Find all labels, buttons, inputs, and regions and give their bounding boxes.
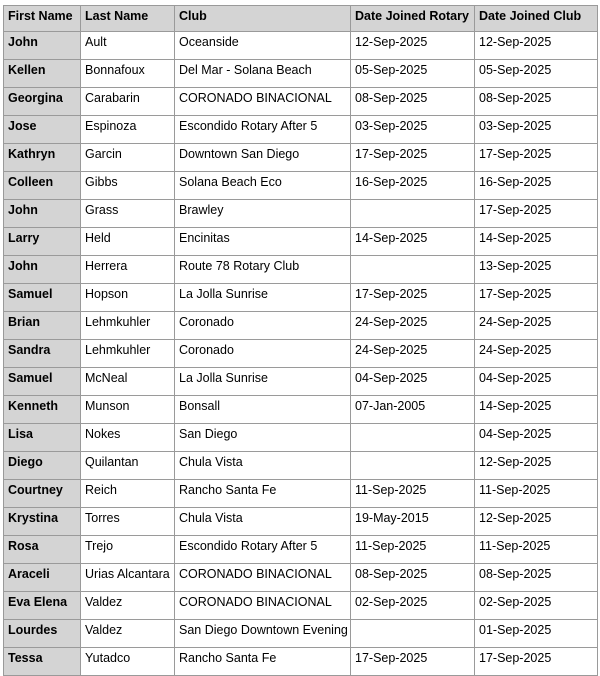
- last-name-cell: Torres: [81, 508, 175, 536]
- last-name-cell: Lehmkuhler: [81, 312, 175, 340]
- date-joined-rotary-cell: 04-Sep-2025: [351, 368, 475, 396]
- first-name-cell: Larry: [4, 228, 81, 256]
- last-name-cell: Gibbs: [81, 172, 175, 200]
- club-cell: CORONADO BINACIONAL: [175, 564, 351, 592]
- first-name-cell: Courtney: [4, 480, 81, 508]
- date-joined-rotary-cell: 05-Sep-2025: [351, 60, 475, 88]
- date-joined-rotary-cell: 17-Sep-2025: [351, 144, 475, 172]
- date-joined-rotary-cell: [351, 200, 475, 228]
- date-joined-club-cell: 08-Sep-2025: [475, 564, 598, 592]
- date-joined-club-cell: 02-Sep-2025: [475, 592, 598, 620]
- table-row: [4, 88, 598, 116]
- last-name-cell: Espinoza: [81, 116, 175, 144]
- date-joined-rotary-cell: 24-Sep-2025: [351, 340, 475, 368]
- date-joined-club-cell: 12-Sep-2025: [475, 452, 598, 480]
- first-name-cell: Kathryn: [4, 144, 81, 172]
- date-joined-club-cell: 13-Sep-2025: [475, 256, 598, 284]
- table-row: [4, 116, 598, 144]
- table-row: [4, 508, 598, 536]
- club-cell: Chula Vista: [175, 508, 351, 536]
- col-header-club: Club: [175, 6, 351, 32]
- table-row: [4, 340, 598, 368]
- club-cell: CORONADO BINACIONAL: [175, 592, 351, 620]
- first-name-cell: Georgina: [4, 88, 81, 116]
- date-joined-rotary-cell: 17-Sep-2025: [351, 284, 475, 312]
- last-name-cell: Reich: [81, 480, 175, 508]
- table-row: [4, 60, 598, 88]
- club-cell: San Diego Downtown Evening: [175, 620, 351, 648]
- table-row: [4, 368, 598, 396]
- club-cell: San Diego: [175, 424, 351, 452]
- date-joined-club-cell: 03-Sep-2025: [475, 116, 598, 144]
- date-joined-rotary-cell: 11-Sep-2025: [351, 480, 475, 508]
- date-joined-rotary-cell: 08-Sep-2025: [351, 88, 475, 116]
- table-row: [4, 256, 598, 284]
- date-joined-club-cell: 12-Sep-2025: [475, 32, 598, 60]
- date-joined-club-cell: 11-Sep-2025: [475, 480, 598, 508]
- club-cell: Escondido Rotary After 5: [175, 116, 351, 144]
- date-joined-club-cell: 12-Sep-2025: [475, 508, 598, 536]
- date-joined-club-cell: 16-Sep-2025: [475, 172, 598, 200]
- club-cell: Coronado: [175, 340, 351, 368]
- last-name-cell: Yutadco: [81, 648, 175, 676]
- date-joined-rotary-cell: 02-Sep-2025: [351, 592, 475, 620]
- date-joined-club-cell: 17-Sep-2025: [475, 144, 598, 172]
- table-row: [4, 648, 598, 676]
- date-joined-club-cell: 24-Sep-2025: [475, 312, 598, 340]
- first-name-cell: Lisa: [4, 424, 81, 452]
- table-row: [4, 312, 598, 340]
- last-name-cell: Herrera: [81, 256, 175, 284]
- club-cell: Encinitas: [175, 228, 351, 256]
- club-cell: Route 78 Rotary Club: [175, 256, 351, 284]
- date-joined-rotary-cell: 12-Sep-2025: [351, 32, 475, 60]
- date-joined-club-cell: 05-Sep-2025: [475, 60, 598, 88]
- first-name-cell: Eva Elena: [4, 592, 81, 620]
- table-row: [4, 564, 598, 592]
- club-cell: Chula Vista: [175, 452, 351, 480]
- col-header-date-joined-rotary: Date Joined Rotary: [351, 6, 475, 32]
- table-row: [4, 396, 598, 424]
- date-joined-rotary-cell: 11-Sep-2025: [351, 536, 475, 564]
- club-cell: Oceanside: [175, 32, 351, 60]
- date-joined-club-cell: 24-Sep-2025: [475, 340, 598, 368]
- first-name-cell: Kellen: [4, 60, 81, 88]
- col-header-first-name: First Name: [4, 6, 81, 32]
- club-cell: Escondido Rotary After 5: [175, 536, 351, 564]
- first-name-cell: Lourdes: [4, 620, 81, 648]
- table-row: [4, 424, 598, 452]
- members-table: [3, 5, 598, 676]
- club-cell: Bonsall: [175, 396, 351, 424]
- date-joined-club-cell: 17-Sep-2025: [475, 284, 598, 312]
- club-cell: La Jolla Sunrise: [175, 368, 351, 396]
- first-name-cell: John: [4, 256, 81, 284]
- last-name-cell: Ault: [81, 32, 175, 60]
- last-name-cell: Urias Alcantara: [81, 564, 175, 592]
- first-name-cell: Colleen: [4, 172, 81, 200]
- table-row: [4, 172, 598, 200]
- table-row: [4, 32, 598, 60]
- club-cell: Rancho Santa Fe: [175, 648, 351, 676]
- col-header-last-name: Last Name: [81, 6, 175, 32]
- club-cell: Rancho Santa Fe: [175, 480, 351, 508]
- date-joined-club-cell: 08-Sep-2025: [475, 88, 598, 116]
- last-name-cell: Hopson: [81, 284, 175, 312]
- table-row: [4, 452, 598, 480]
- table-row: [4, 228, 598, 256]
- first-name-cell: John: [4, 32, 81, 60]
- date-joined-club-cell: 17-Sep-2025: [475, 200, 598, 228]
- date-joined-club-cell: 01-Sep-2025: [475, 620, 598, 648]
- date-joined-rotary-cell: 07-Jan-2005: [351, 396, 475, 424]
- date-joined-rotary-cell: 17-Sep-2025: [351, 648, 475, 676]
- last-name-cell: Bonnafoux: [81, 60, 175, 88]
- first-name-cell: Krystina: [4, 508, 81, 536]
- date-joined-club-cell: 04-Sep-2025: [475, 368, 598, 396]
- last-name-cell: Quilantan: [81, 452, 175, 480]
- last-name-cell: Trejo: [81, 536, 175, 564]
- club-cell: Downtown San Diego: [175, 144, 351, 172]
- club-cell: Coronado: [175, 312, 351, 340]
- header-row: [4, 6, 598, 32]
- date-joined-club-cell: 14-Sep-2025: [475, 396, 598, 424]
- table-row: [4, 200, 598, 228]
- club-cell: Brawley: [175, 200, 351, 228]
- first-name-cell: Brian: [4, 312, 81, 340]
- last-name-cell: Lehmkuhler: [81, 340, 175, 368]
- last-name-cell: Garcin: [81, 144, 175, 172]
- table-row: [4, 480, 598, 508]
- last-name-cell: Grass: [81, 200, 175, 228]
- table-row: [4, 592, 598, 620]
- table-row: [4, 284, 598, 312]
- first-name-cell: Rosa: [4, 536, 81, 564]
- first-name-cell: Diego: [4, 452, 81, 480]
- date-joined-club-cell: 11-Sep-2025: [475, 536, 598, 564]
- last-name-cell: McNeal: [81, 368, 175, 396]
- first-name-cell: Samuel: [4, 284, 81, 312]
- col-header-date-joined-club: Date Joined Club: [475, 6, 598, 32]
- date-joined-rotary-cell: 19-May-2015: [351, 508, 475, 536]
- last-name-cell: Valdez: [81, 592, 175, 620]
- first-name-cell: Tessa: [4, 648, 81, 676]
- table-row: [4, 536, 598, 564]
- table-row: [4, 144, 598, 172]
- date-joined-rotary-cell: [351, 424, 475, 452]
- date-joined-rotary-cell: 03-Sep-2025: [351, 116, 475, 144]
- first-name-cell: Araceli: [4, 564, 81, 592]
- last-name-cell: Valdez: [81, 620, 175, 648]
- date-joined-rotary-cell: [351, 256, 475, 284]
- date-joined-club-cell: 04-Sep-2025: [475, 424, 598, 452]
- date-joined-rotary-cell: 24-Sep-2025: [351, 312, 475, 340]
- first-name-cell: Sandra: [4, 340, 81, 368]
- last-name-cell: Carabarin: [81, 88, 175, 116]
- last-name-cell: Held: [81, 228, 175, 256]
- club-cell: La Jolla Sunrise: [175, 284, 351, 312]
- date-joined-rotary-cell: 16-Sep-2025: [351, 172, 475, 200]
- club-cell: Solana Beach Eco: [175, 172, 351, 200]
- last-name-cell: Nokes: [81, 424, 175, 452]
- date-joined-rotary-cell: 08-Sep-2025: [351, 564, 475, 592]
- club-cell: Del Mar - Solana Beach: [175, 60, 351, 88]
- first-name-cell: Samuel: [4, 368, 81, 396]
- date-joined-rotary-cell: 14-Sep-2025: [351, 228, 475, 256]
- club-cell: CORONADO BINACIONAL: [175, 88, 351, 116]
- first-name-cell: John: [4, 200, 81, 228]
- last-name-cell: Munson: [81, 396, 175, 424]
- date-joined-club-cell: 14-Sep-2025: [475, 228, 598, 256]
- first-name-cell: Jose: [4, 116, 81, 144]
- date-joined-rotary-cell: [351, 452, 475, 480]
- date-joined-club-cell: 17-Sep-2025: [475, 648, 598, 676]
- first-name-cell: Kenneth: [4, 396, 81, 424]
